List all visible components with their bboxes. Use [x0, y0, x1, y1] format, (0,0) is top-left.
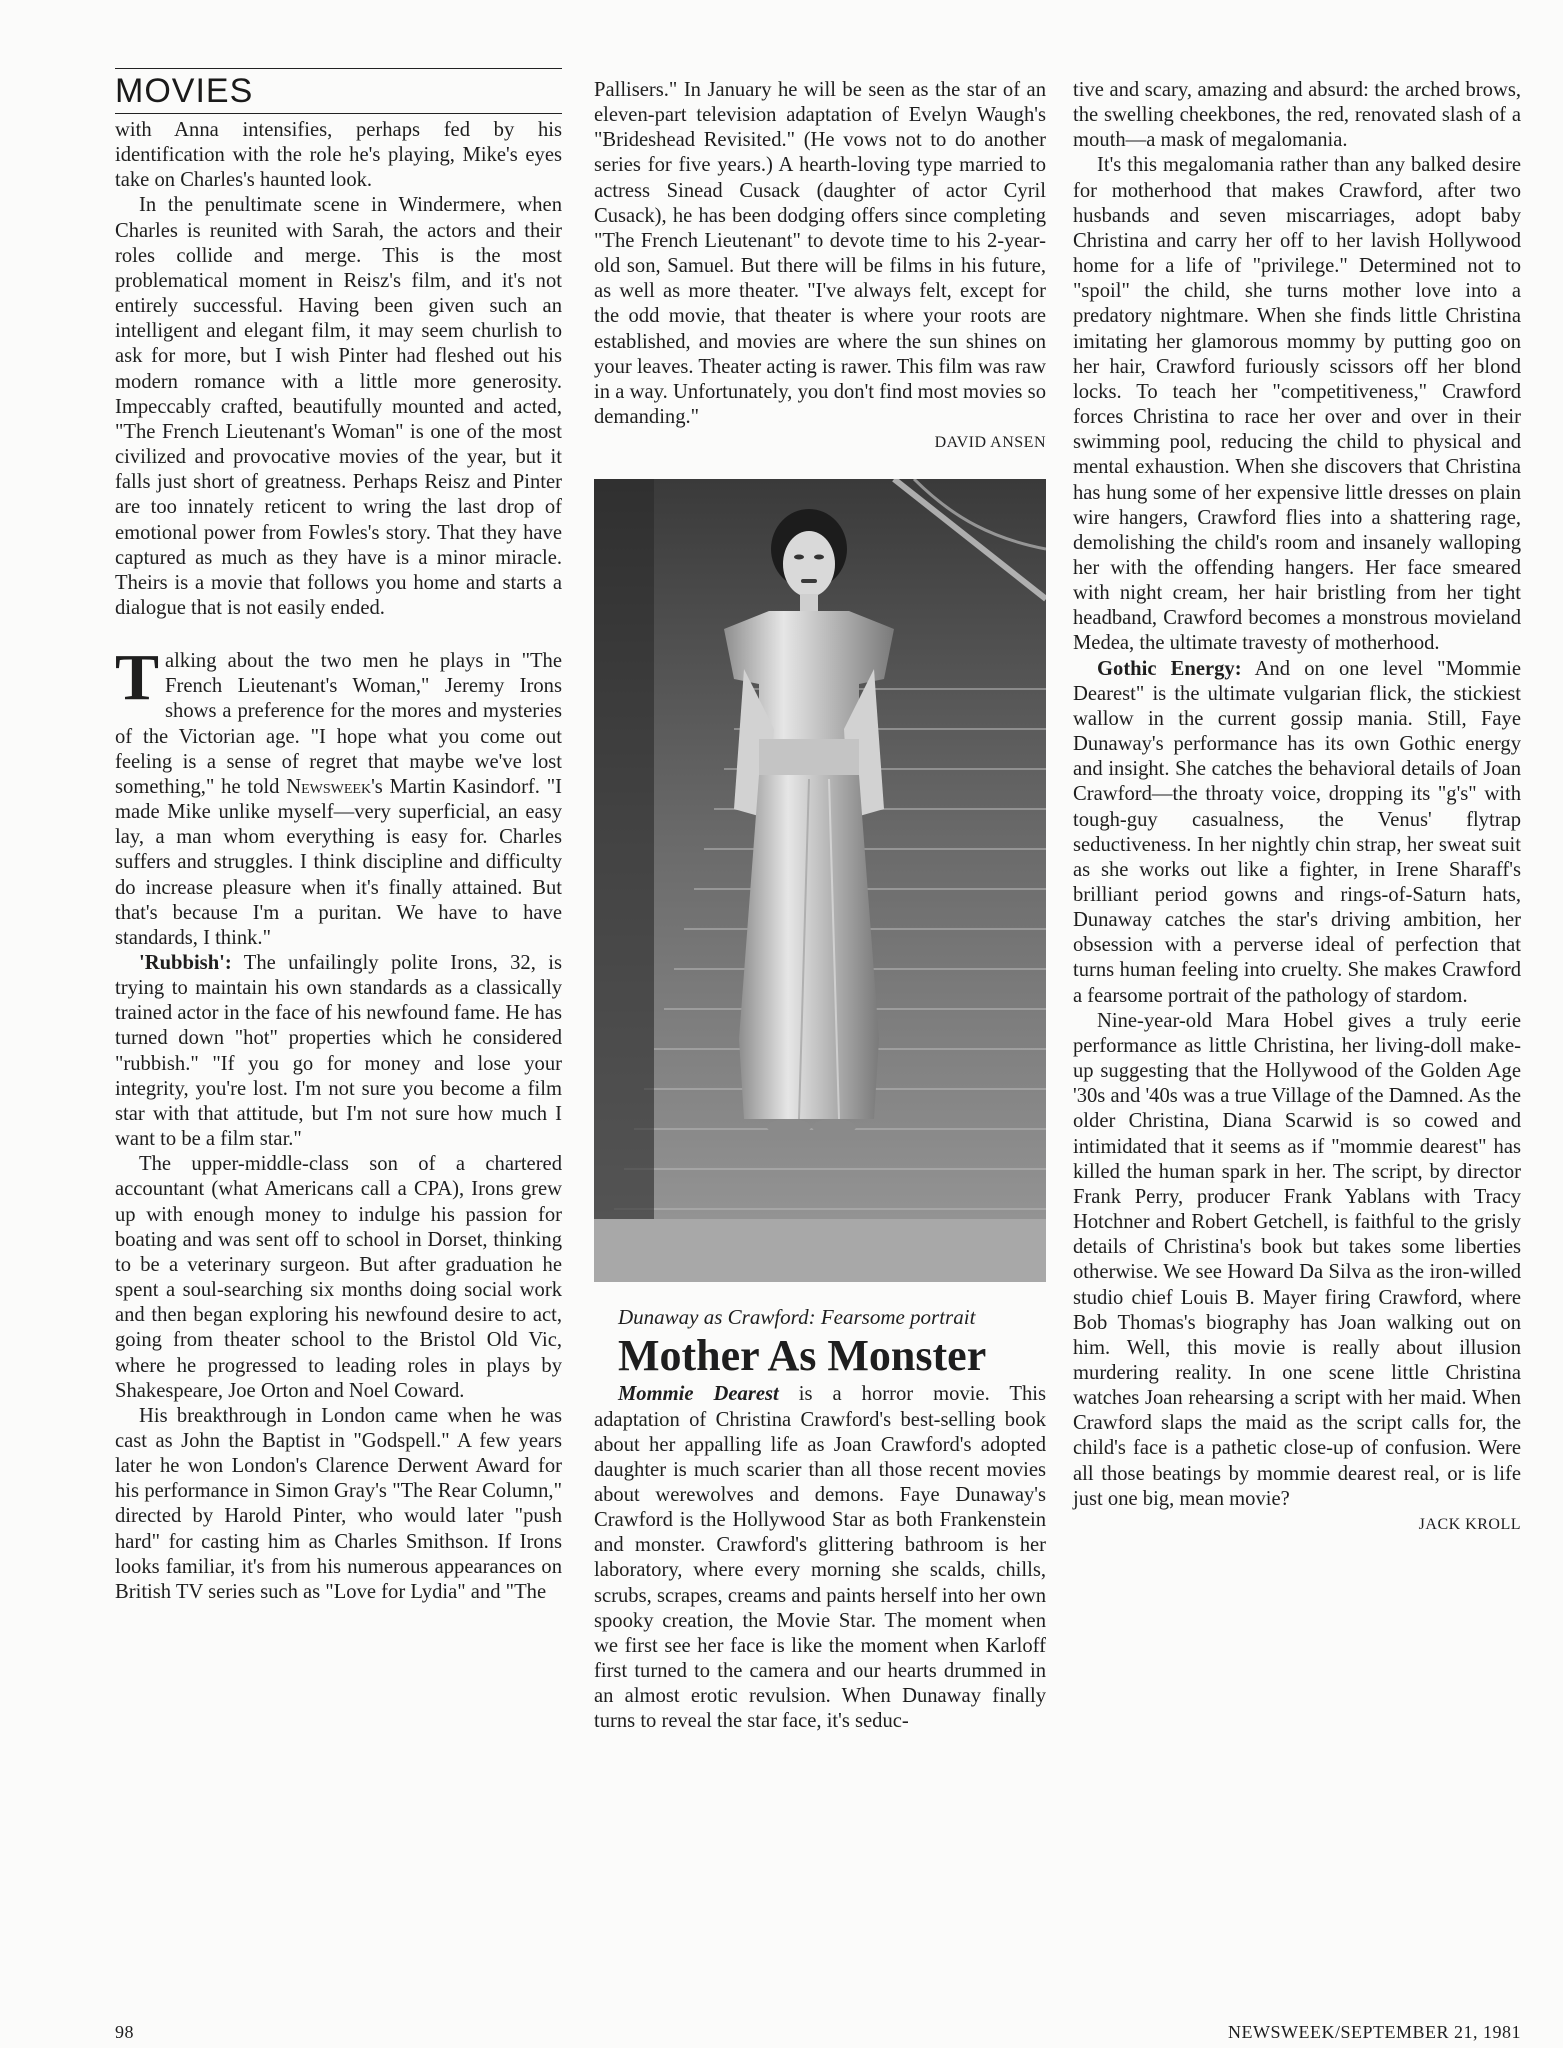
- paragraph: [1073, 657, 1521, 1009]
- paragraph: with Anna intensifies, perhaps fed by his identification with the role he's playing, Mike's eyes take on Charles's haunted look.: [115, 119, 562, 192]
- paragraph: It's this megalomania rather than any balked desire for motherhood that makes Crawford, after two husbands and seven miscarriages, adopt baby Christina and carry her off to her lavish Hollywood home for a life of "privilege." Determined not to "spoil" the child, she turns mother love into a predatory nightmare. When she finds little Christina imitating her glamorous mommy by putting goo on her hair, Crawford furiously scissors off her blond locks. To teach her "competitiveness," Crawford forces Christina to race her over and over in their swimming pool, reducing the child to physical and mental exhaustion. When she discovers that Christina has hung some of her expensive little dresses on plain wire hangers, Crawford flies into a shattering rage, demolishing the child's room and insanely walloping her with the offending hangers. Her face smeared with night cream, her hair bristling from her tight headband, Crawford becomes a monstrous movieland Medea, the ultimate travesty of motherhood.: [1073, 154, 1521, 655]
- publication-name: Newsweek: [286, 775, 372, 798]
- paragraph: The upper-middle-class son of a chartered accountant (what Americans call a CPA), Irons grew up with enough money to indulge his passion for boating and was sent off to school in Dorset, thinking to be a veterinary surgeon. But after graduation he spent a soul-searching six months doing social work and then began exploring his newfound desire to act, going from theater school to the Bristol Old Vic, where he progressed to leading roles in plays by Shakespeare, Joe Orton and Noel Coward.: [115, 1153, 562, 1402]
- article-photo: [594, 479, 1046, 1282]
- article-column-3: [1073, 78, 1521, 1537]
- section-heading: MOVIES: [115, 72, 254, 110]
- text-run: And on one level "Mommie Dearest" is the ultimate vulgarian flick, the stickiest wallow in the current gossip mania. Still, Faye Dunaway's performance has its own Gothic energy and insight. She catches the behavioral details of Joan Crawford—the throaty voice, dropping its "g's" with tough-guy casualness, the Venus' flytrap seductiveness. In her nightly chin strap, her sweat suit as she works out like a fighter, in Irene Sharaff's brilliant period gowns and rings-of-Saturn hats, Dunaway catches the star's driving ambition, her obsession with a perverse ideal of perfection that turns human feeling into cruelty. She makes Crawford a fearsome portrait of the pathology of stardom.: [1073, 657, 1521, 1007]
- page-number: 98: [115, 2022, 134, 2042]
- section-rule-top: [115, 68, 562, 69]
- text-run: alking about the two men he plays in "The French Lieutenant's Woman," Jeremy Irons shows a preference for the mores and mysteries of the Victorian age. "I hope what you come out feeling is a sense of regret that maybe we've lost something," he told: [115, 650, 562, 798]
- byline: DAVID ANSEN: [934, 434, 1046, 452]
- paragraph: [115, 951, 562, 1152]
- paragraph: In the penultimate scene in Windermere, when Charles is reunited with Sarah, the actors and their roles collide and merge. This is the most problematical moment in Reisz's film, and it's not entirely successful. Having been given such an intelligent and elegant film, it may seem churlish to ask for more, but I wish Pinter had fleshed out his modern romance with a little more generosity. Impeccably crafted, beautifully mounted and acted, "The French Lieutenant's Woman" is one of the most civilized and provocative movies of the year, but it falls just short of greatness. Perhaps Reisz and Pinter are too innately reticent to wring the last drop of emotional power from Fowles's story. That they have captured as much as they have is a minor miracle. Theirs is a movie that follows you home and starts a dialogue that is not easily ended.: [115, 194, 562, 619]
- photo-caption: Dunaway as Crawford: Fearsome portrait: [618, 1305, 976, 1330]
- drop-cap: T: [115, 641, 160, 715]
- paragraph: Pallisers." In January he will be seen as the star of an eleven-part television adaptation of Evelyn Waugh's "Brideshead Revisited." (He vows not to do another series for five years.) A hearth-loving type married to actress Sinead Cusack (daughter of actor Cyril Cusack), he has been dodging offers since completing "The French Lieutenant" to devote time to his 2-year-old son, Samuel. But there will be films in his future, as well as more theater. "I've always felt, except for the odd movie, that theater is where your roots are established, and movies are where the sun shines on your leaves. Theater acting is rawer. This film was raw in a way. Unfortunately, you don't find most movies so demanding.": [594, 79, 1046, 429]
- paragraph: [594, 1382, 1046, 1734]
- text-run: The unfailingly polite Irons, 32, is trying to maintain his own standards as a classically trained actor in the face of his newfound fame. He has turned down "hot" properties which he considered "rubbish." "If you go for money and lose your integrity, you're lost. I'm not sure you become a film star with that attitude, but I'm not sure how much I want to be a film star.": [115, 952, 562, 1151]
- article-column-2: [594, 78, 1046, 1735]
- text-run: is a horror movie. This adaptation of Christina Crawford's best-selling book about her appalling life as Joan Crawford's adopted daughter is much scarier than all those recent movies about werewolves and demons. Faye Dunaway's Crawford is the Hollywood Star as both Frankenstein and monster. Crawford's glittering bathroom is her laboratory, where every morning she scalds, chills, scrubs, scrapes, creams and paints herself into her own spooky creation, the Movie Star. The moment when we first see her face is like the moment when Karloff first turned to the camera and our hearts drummed in an almost erotic revulsion. When Dunaway finally turns to reveal the star face, it's seduc-: [594, 1383, 1047, 1733]
- paragraph: tive and scary, amazing and absurd: the arched brows, the swelling cheekbones, the red, renovated slash of a mouth—a mask of megalomania.: [1073, 79, 1521, 152]
- paragraph: Nine-year-old Mara Hobel gives a truly eerie performance as little Christina, her living-doll make-up suggesting that the Hollywood of the Golden Age '30s and '40s was a true Village of the Damned. As the older Christina, Diana Scarwid is so cowed and intimidated that it seems as if "mommie dearest" has killed the human spark in her. The script, by director Frank Perry, producer Frank Yablans with Tracy Hotchner and Robert Getchell, is faithful to the grisly details of Christina's book but takes some liberties otherwise. We see Howard Da Silva as the iron-willed studio chief Louis B. Mayer firing Crawford, where Bob Thomas's biography has Joan walking out on him. Well, this movie is really about illusion murdering reality. In one scene little Christina watches Joan rehearsing a script with her maid. When Crawford slaps the maid as the script calls for, the child's face is a pathetic close-up of confusion. Were all those beatings by mommie dearest real, or is life just one big, mean movie?: [1073, 1009, 1521, 1510]
- film-title: Mommie Dearest: [618, 1383, 779, 1406]
- paragraph: His breakthrough in London came when he was cast as John the Baptist in "Godspell." A few years later he won London's Clarence Derwent Award for his performance in Simon Gray's "The Rear Column," directed by Harold Pinter, who would later "push hard" for casting him as Charles Smithson. If Irons looks familiar, it's from his numerous appearances on British TV series such as "Love for Lydia" and "The: [115, 1404, 562, 1603]
- article-column-1: [115, 118, 562, 1605]
- run-in-subhead: Gothic Energy:: [1097, 657, 1242, 680]
- byline: JACK KROLL: [1418, 1515, 1521, 1533]
- issue-date: NEWSWEEK/SEPTEMBER 21, 1981: [1228, 2022, 1521, 2042]
- run-in-subhead: 'Rubbish':: [139, 952, 232, 974]
- text-run: 's Martin Kasindorf. "I made Mike unlike myself—very superficial, an easy lay, a man whom everything is easy for. Charles suffers and struggles. I think discipline and difficulty do increase pleasure when it's finally attained. But that's because I'm a puritan. We have to have standards, I think.": [115, 775, 562, 949]
- article-headline: Mother As Monster: [618, 1331, 987, 1381]
- section-rule-bottom: [115, 113, 562, 114]
- paragraph-dropcap: [115, 641, 562, 951]
